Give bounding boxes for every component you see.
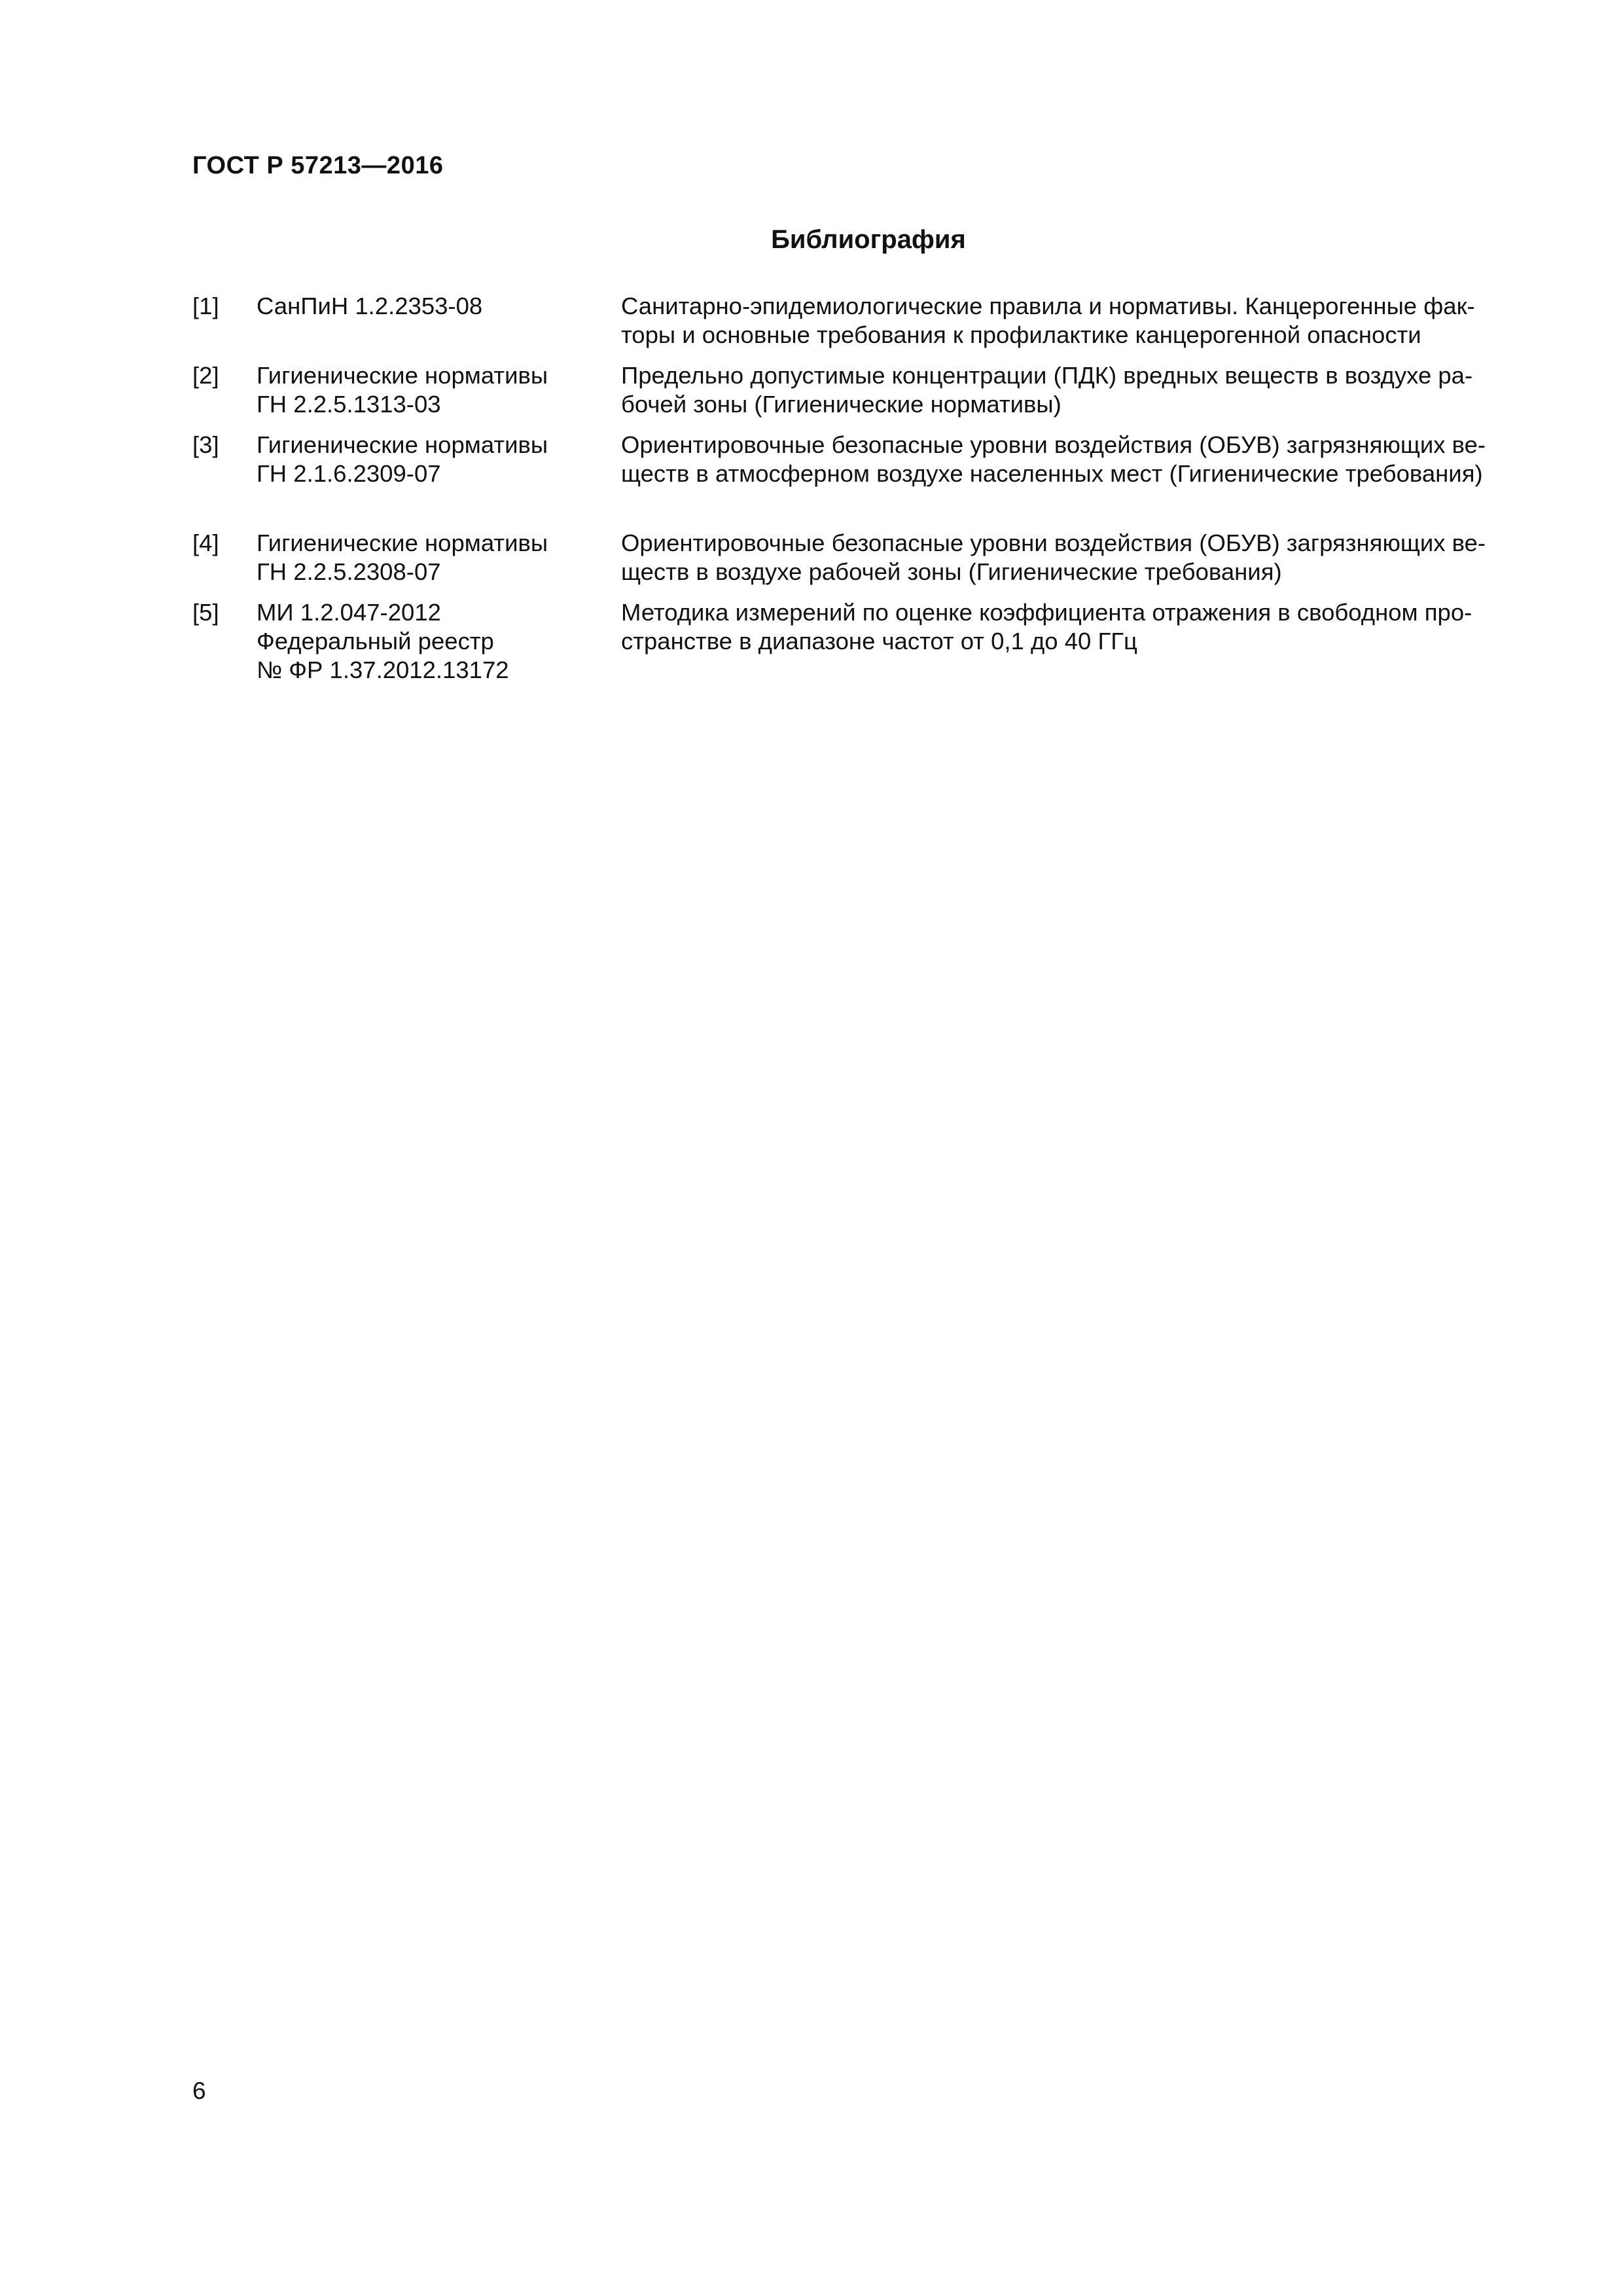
entry-reference: СанПиН 1.2.2353-08 xyxy=(257,293,483,319)
bibliography-entry xyxy=(192,431,1514,488)
entry-title: Санитарно-эпидемиологические правила и нормативы. Канцерогенные фак- торы и основные требования к профилактике канцерогенной опасности xyxy=(621,293,1475,348)
bibliography-entry xyxy=(192,598,1514,685)
section-title: Библиография xyxy=(771,225,966,254)
bibliography-entry xyxy=(192,529,1514,586)
entry-title: Методика измерений по оценке коэффициента отражения в свободном про- странстве в диапазоне частот от 0,1 до 40 ГГц xyxy=(621,599,1472,655)
page-number: 6 xyxy=(192,2077,206,2104)
entry-number: [2] xyxy=(192,362,219,389)
entry-reference: Гигиенические нормативы ГН 2.2.5.2308-07 xyxy=(257,529,548,585)
bibliography-list xyxy=(192,292,1514,685)
entry-number: [1] xyxy=(192,293,219,319)
bibliography-entry xyxy=(192,361,1514,419)
bibliography-entry xyxy=(192,292,1514,350)
entry-reference: МИ 1.2.047-2012 Федеральный реестр № ФР 1.37.2012.13172 xyxy=(257,599,509,683)
entry-title: Ориентировочные безопасные уровни воздействия (ОБУВ) загрязняющих ве- ществ в атмосферном воздухе населенных мест (Гигиенические требования) xyxy=(621,431,1486,487)
entry-reference: Гигиенические нормативы ГН 2.1.6.2309-07 xyxy=(257,431,548,487)
entry-number: [5] xyxy=(192,599,219,626)
entry-title: Предельно допустимые концентрации (ПДК) вредных веществ в воздухе ра- бочей зоны (Гигиенические нормативы) xyxy=(621,362,1473,418)
entry-number: [4] xyxy=(192,529,219,556)
document-header: ГОСТ Р 57213—2016 xyxy=(192,152,444,179)
entry-number: [3] xyxy=(192,431,219,458)
entry-title: Ориентировочные безопасные уровни воздействия (ОБУВ) загрязняющих ве- ществ в воздухе рабочей зоны (Гигиенические требования) xyxy=(621,529,1486,585)
entry-reference: Гигиенические нормативы ГН 2.2.5.1313-03 xyxy=(257,362,548,418)
